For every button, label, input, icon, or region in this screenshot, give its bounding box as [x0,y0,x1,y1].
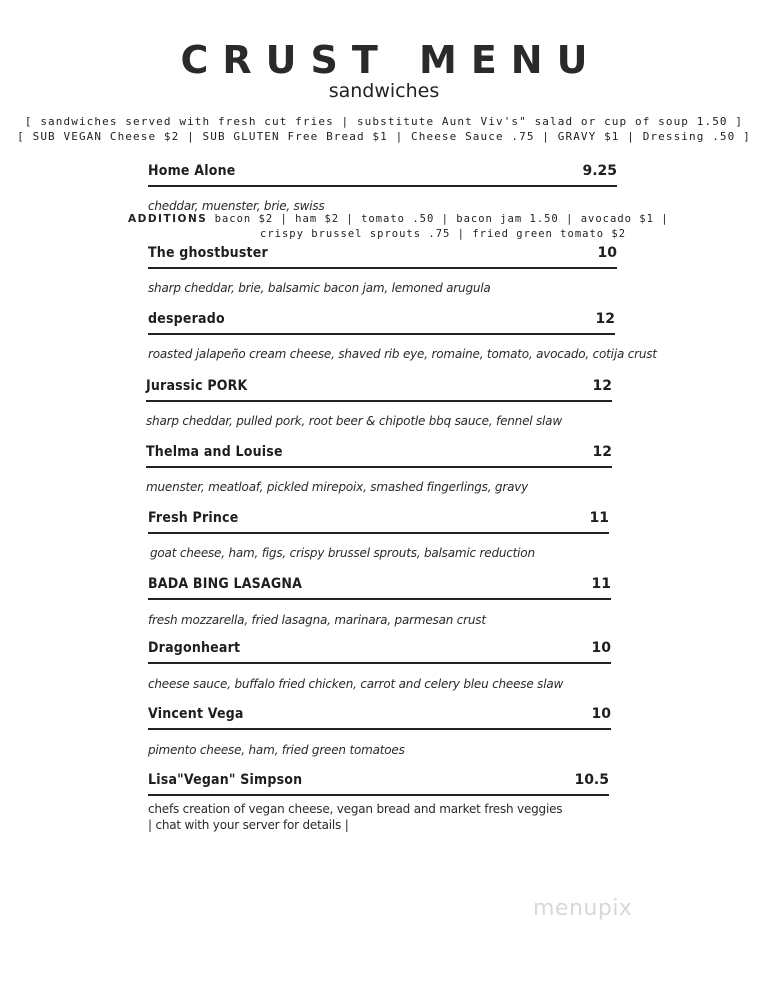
item-description: sharp cheddar, pulled pork, root beer & chipotle bbq sauce, fennel slaw [146,414,562,428]
item-price: 10 [591,706,611,722]
menu-item-header [148,305,615,335]
item-description-note: | chat with your server for details | [148,818,349,832]
sides-note: [ sandwiches served with fresh cut fries | substitute Aunt Viv's" salad or cup of soup 1.50 ] [24,115,744,128]
menu-item-header [148,157,617,187]
item-description: cheddar, muenster, brie, swiss [148,199,325,213]
item-price: 11 [591,576,611,592]
item-price: 10 [591,640,611,656]
menu-item-header [148,766,609,796]
item-price: 11 [589,510,609,526]
item-description: roasted jalapeño cream cheese, shaved rib eye, romaine, tomato, avocado, cotija crust [148,347,657,361]
item-price: 9.25 [582,163,617,179]
item-name: Vincent Vega [148,706,244,722]
item-price: 10 [597,245,617,261]
item-name: Dragonheart [148,640,241,656]
item-name: Lisa"Vegan" Simpson [148,772,303,788]
additions-list: bacon $2 | ham $2 | tomato .50 | bacon jam 1.50 | avocado $1 | [214,213,669,225]
item-description: sharp cheddar, brie, balsamic bacon jam, lemoned arugula [148,281,491,295]
additions-line [128,213,669,225]
item-description: cheese sauce, buffalo fried chicken, carrot and celery bleu cheese slaw [148,677,564,691]
item-name: Fresh Prince [148,510,239,526]
item-price: 12 [592,378,612,394]
item-name: BADA BING LASAGNA [148,576,303,592]
item-price: 10.5 [574,772,609,788]
menu-item-header [148,700,611,730]
menu-item-header [148,570,611,600]
item-description: chefs creation of vegan cheese, vegan bread and market fresh veggies [148,802,563,816]
menu-subtitle: sandwiches [328,80,440,102]
item-price: 12 [595,311,615,327]
item-description: pimento cheese, ham, fried green tomatoes [148,743,405,757]
item-name: The ghostbuster [148,245,268,261]
menu-item-header [148,634,611,664]
item-description: goat cheese, ham, figs, crispy brussel sprouts, balsamic reduction [150,546,535,560]
substitutions-note: [ SUB VEGAN Cheese $2 | SUB GLUTEN Free Bread $1 | Cheese Sauce .75 | GRAVY $1 | Dressing .50 ] [17,130,751,143]
menu-item-header [148,239,617,269]
additions-list-cont: crispy brussel sprouts .75 | fried green tomato $2 [260,228,627,240]
menu-item-header [146,438,612,468]
item-description: fresh mozzarella, fried lasagna, marinara, parmesan crust [148,613,486,627]
menu-item-header [148,504,609,534]
item-name: desperado [148,311,225,327]
item-price: 12 [592,444,612,460]
item-name: Home Alone [148,163,236,179]
menu-item-header [146,372,612,402]
menu-title: CRUST MENU [180,38,602,82]
additions-label: ADDITIONS [128,213,208,225]
item-description: muenster, meatloaf, pickled mirepoix, smashed fingerlings, gravy [146,480,529,494]
item-name: Thelma and Louise [146,444,283,460]
item-name: Jurassic PORK [146,378,248,394]
watermark-logo: menupix [533,896,633,921]
